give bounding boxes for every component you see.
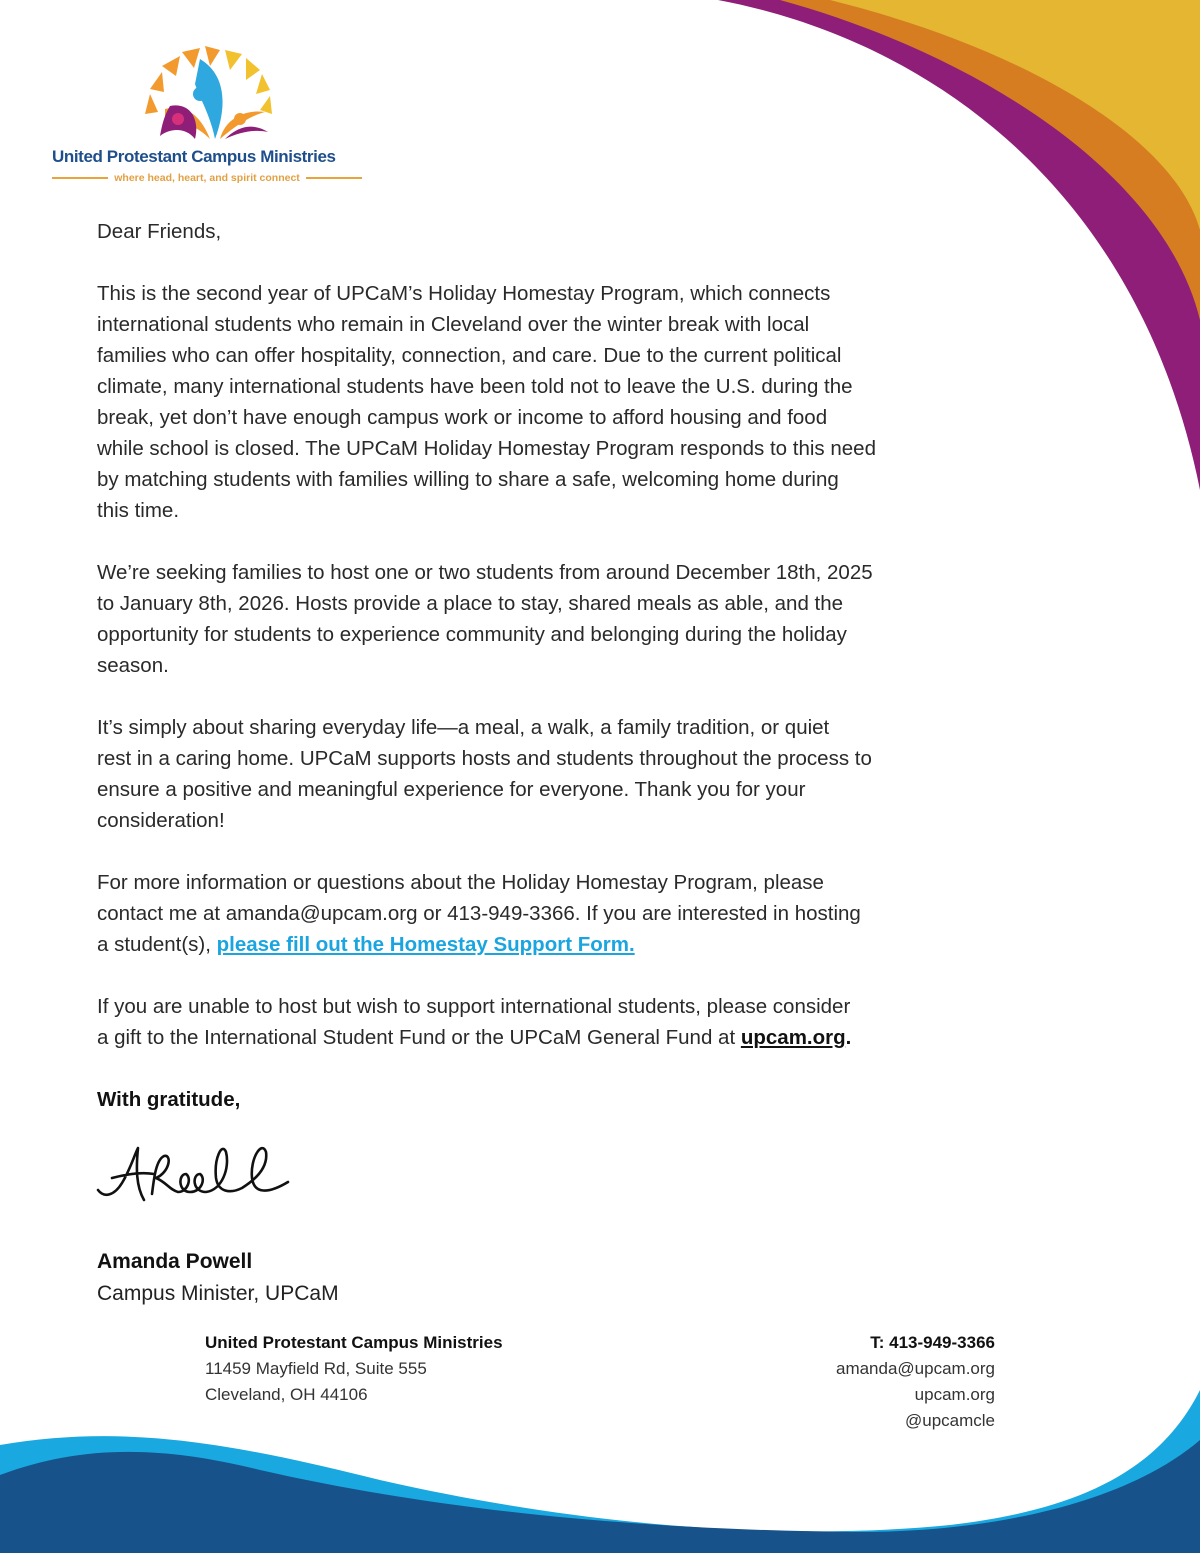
text-line: international students who remain in Cleveland over the winter break with local xyxy=(97,313,810,336)
text-line: We’re seeking families to host one or two students from around December 18th, 2025 xyxy=(97,561,873,584)
signer-title: Campus Minister, UPCaM xyxy=(97,1282,339,1305)
paragraph-2 xyxy=(97,557,876,681)
footer-address xyxy=(205,1330,503,1408)
text-line: If you are unable to host but wish to support international students, please consider xyxy=(97,995,851,1018)
text-line: ensure a positive and meaningful experience for everyone. Thank you for your xyxy=(97,778,806,801)
text-line: It’s simply about sharing everyday life—a meal, a walk, a family tradition, or quiet xyxy=(97,716,830,739)
text-line: season. xyxy=(97,654,169,677)
text-segment: . xyxy=(845,1026,852,1049)
text-line: while school is closed. The UPCaM Holiday Homestay Program responds to this need xyxy=(97,437,876,460)
footer-address-line-2: Cleveland, OH 44106 xyxy=(205,1385,368,1404)
paragraph-1 xyxy=(97,278,876,526)
contact-paragraph xyxy=(97,867,876,960)
tagline-text: where head, heart, and spirit connect xyxy=(114,172,300,184)
signer-block xyxy=(97,1246,339,1310)
signature xyxy=(92,1138,302,1213)
text-line xyxy=(97,929,876,960)
letter-body xyxy=(97,216,876,1115)
footer-contact xyxy=(836,1330,995,1434)
text-line: For more information or questions about the Holiday Homestay Program, please xyxy=(97,871,824,894)
text-line: by matching students with families willing to share a safe, welcoming home during xyxy=(97,468,839,491)
tagline-rule-left xyxy=(52,177,108,179)
greeting: Dear Friends, xyxy=(97,220,222,243)
tagline-rule-right xyxy=(306,177,362,179)
support-paragraph xyxy=(97,991,876,1053)
footer-org: United Protestant Campus Ministries xyxy=(205,1333,503,1352)
text-line: break, yet don’t have enough campus work or income to afford housing and food xyxy=(97,406,828,429)
text-line: families who can offer hospitality, connection, and care. Due to the current political xyxy=(97,344,842,367)
text-line: this time. xyxy=(97,499,180,522)
upcam-site-link[interactable]: upcam.org xyxy=(740,1026,846,1049)
footer-phone: T: 413-949-3366 xyxy=(870,1333,995,1352)
text-line: This is the second year of UPCaM’s Holiday Homestay Program, which connects xyxy=(97,282,831,305)
upcam-logo xyxy=(50,44,370,144)
bottom-wave-dark xyxy=(0,1440,1200,1553)
text-line: to January 8th, 2026. Hosts provide a place to stay, shared meals as able, and the xyxy=(97,592,844,615)
text-line: contact me at amanda@upcam.org or 413-949-3366. If you are interested in hosting xyxy=(97,902,861,925)
text-line: opportunity for students to experience community and belonging during the holiday xyxy=(97,623,847,646)
footer-email[interactable]: amanda@upcam.org xyxy=(835,1359,995,1378)
text-line: rest in a caring home. UPCaM supports hosts and students throughout the process to xyxy=(97,747,872,770)
footer-website[interactable]: upcam.org xyxy=(914,1385,995,1404)
paragraph-3 xyxy=(97,712,876,836)
text-line: climate, many international students have been told not to leave the U.S. during the xyxy=(97,375,853,398)
text-segment: a gift to the International Student Fund or the UPCaM General Fund at xyxy=(97,1026,741,1049)
footer-address-line-1: 11459 Mayfield Rd, Suite 555 xyxy=(205,1359,427,1378)
closing: With gratitude, xyxy=(97,1088,241,1111)
logo-tagline xyxy=(52,172,362,184)
footer-social[interactable]: @upcamcle xyxy=(904,1411,995,1430)
homestay-form-link[interactable]: please fill out the Homestay Support Form. xyxy=(216,933,635,956)
logo-name: United Protestant Campus Ministries xyxy=(52,147,336,166)
text-line: consideration! xyxy=(97,809,225,832)
signer-name: Amanda Powell xyxy=(97,1250,253,1273)
text-segment: a student(s), xyxy=(97,933,217,956)
text-line xyxy=(97,1022,876,1053)
